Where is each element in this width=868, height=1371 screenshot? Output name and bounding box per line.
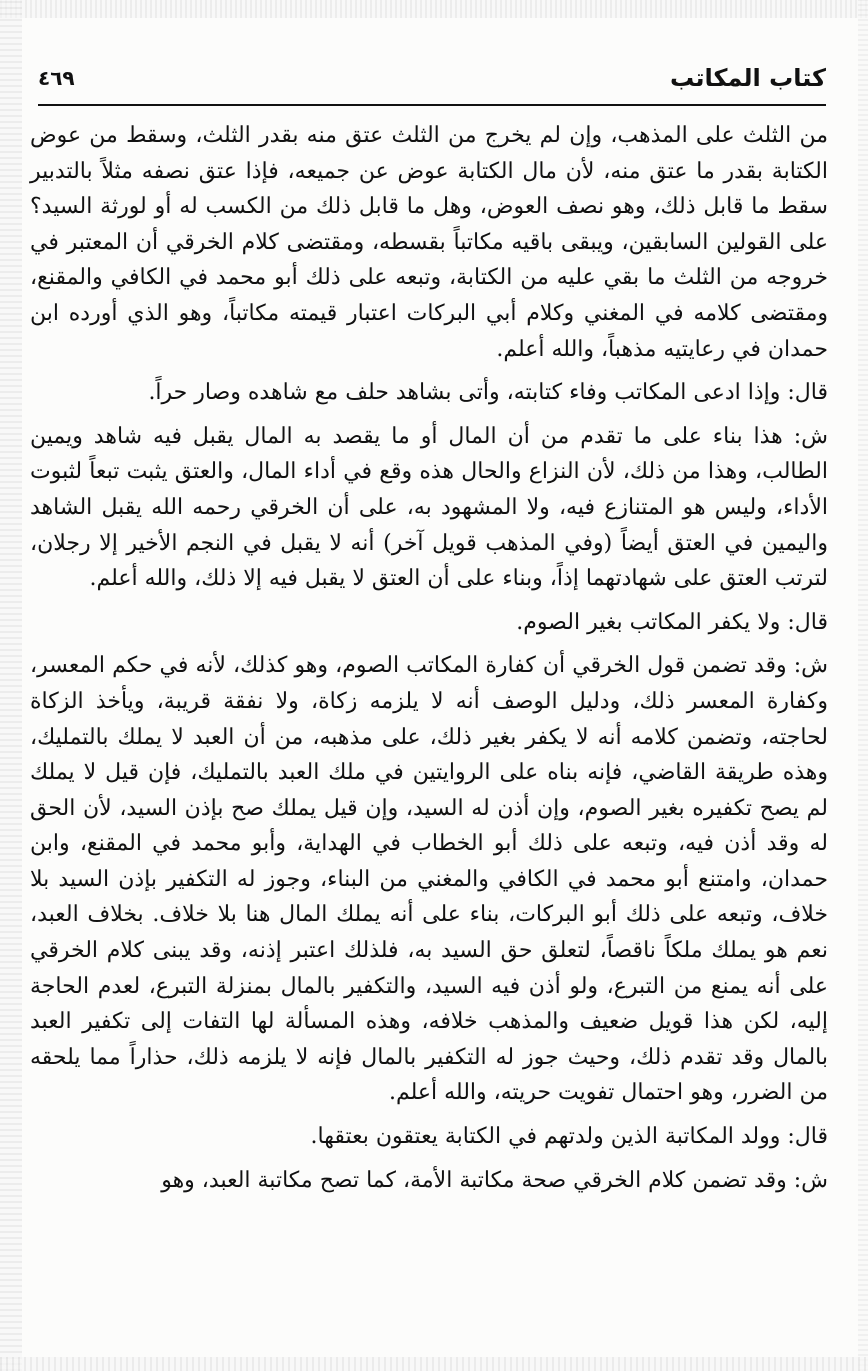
page-edge-left	[0, 0, 22, 1371]
paragraph-text: قال: ولا يكفر المكاتب بغير الصوم.	[516, 609, 828, 635]
header-rule	[38, 104, 826, 106]
paragraph-text: قال: وولد المكاتبة الذين ولدتهم في الكتابة يعتقون بعتقها.	[310, 1124, 828, 1150]
page-number: ٤٦٩	[38, 66, 75, 90]
running-header	[38, 58, 826, 98]
page-edge-top	[0, 0, 868, 18]
paragraph-commentary: من الثلث على المذهب، وإن لم يخرج من الثلث عتق منه بقدر الثلث، وسقط من عوض الكتابة بقدر ما عتق منه، لأن مال الكتابة عوض عن جميعه، فإذا عتق نصفه مثلاً بالتدبير سقط ما قابل ذلك، وهو نصف العوض، وهل ما قابل ذلك من الكسب له أو لورثة السيد؟ على القولين السابقين، ويبقى باقيه مكاتباً بقسطه، ومقتضى كلام الخرقي أن المعتبر في خروجه من الثلث ما بقي عليه من الكتابة، وتبعه على ذلك أبو محمد في الكافي والمقنع، ومقتضى كلامه في المغني وكلام أبي البركات اعتبار قيمته مكاتباً، وهو الذي أورده ابن حمدان في رعايتيه مذهباً، والله أعلم.	[30, 123, 828, 362]
paragraph-commentary: ش: وقد تضمن قول الخرقي أن كفارة المكاتب الصوم، وهو كذلك، لأنه في حكم المعسر، وكفارة المعسر ذلك، ودليل الوصف أنه لا يلزمه زكاة، ولا نفقة قريبة، ويأخذ الزكاة لحاجته، وتضمن كلامه أنه لا يكفر بغير ذلك، على مذهبه، من أن العبد لا يملك بالتمليك، وهذه طريقة القاضي، فإنه بناه على الروايتين في ملك العبد بالتمليك، فإن قيل لا يملك لم يصح تكفيره بغير الصوم، وإن أذن له السيد، وإن قيل يملك صح بإذن السيد، لأن الحق له وقد أذن فيه، وتبعه على ذلك أبو الخطاب في الهداية، وأبو محمد في المقنع، وابن حمدان، وامتنع أبو محمد في الكافي والمغني من البناء، وجوز له التكفير بإذن السيد بلا خلاف، وتبعه على ذلك أبو البركات، بناء على أنه يملك المال هنا بلا خلاف. بخلاف العبد، نعم هو يملك ملكاً ناقصاً، لتعلق حق السيد به، فلذلك اعتبر إذنه، وقد يبنى كلام الخرقي على أنه يمنع من التبرع، ولو أذن فيه السيد، والتكفير بالمال بمنزلة التبرع، لعدم الحاجة إليه، لكن هذا قويل ضعيف والمذهب خلافه، وهذه المسألة لها التفات إلى تكفير العبد بالمال وقد تقدم ذلك، وحيث جوز له التكفير بالمال فإنه لا يلزمه ذلك، حذاراً مما يلحقه من الضرر، وهو احتمال تفويت حريته، والله أعلم.	[30, 653, 828, 1106]
paragraph-commentary: ش: هذا بناء على ما تقدم من أن المال أو ما يقصد به المال يقبل فيه شاهد ويمين الطالب، وهذا من ذلك، لأن النزاع والحال هذه وقع في أداء المال، والعتق يثبت تبعاً لثبوت الأداء، وليس هو المتنازع فيه، ولا المشهود به، على أن الخرقي رحمه الله يقبل الشاهد واليمين في العتق أيضاً (وفي المذهب قويل آخر) أنه لا يقبل في النجم الأخير إلا رجلان، لترتب العتق على شهادتهما إذاً، وبناء على أن العتق لا يقبل فيه إلا ذلك، والله أعلم.	[30, 423, 828, 592]
paragraph-commentary: ش: وقد تضمن كلام الخرقي صحة مكاتبة الأمة، كما تصح مكاتبة العبد، وهو	[161, 1167, 828, 1193]
page-edge-right	[858, 0, 868, 1371]
header-title: كتاب المكاتب	[670, 64, 826, 92]
paragraph-text: قال: وإذا ادعى المكاتب وفاء كتابته، وأتى بشاهد حلف مع شاهده وصار حراً.	[148, 380, 828, 406]
page-body	[30, 118, 828, 1198]
page-edge-bottom	[0, 1357, 868, 1371]
